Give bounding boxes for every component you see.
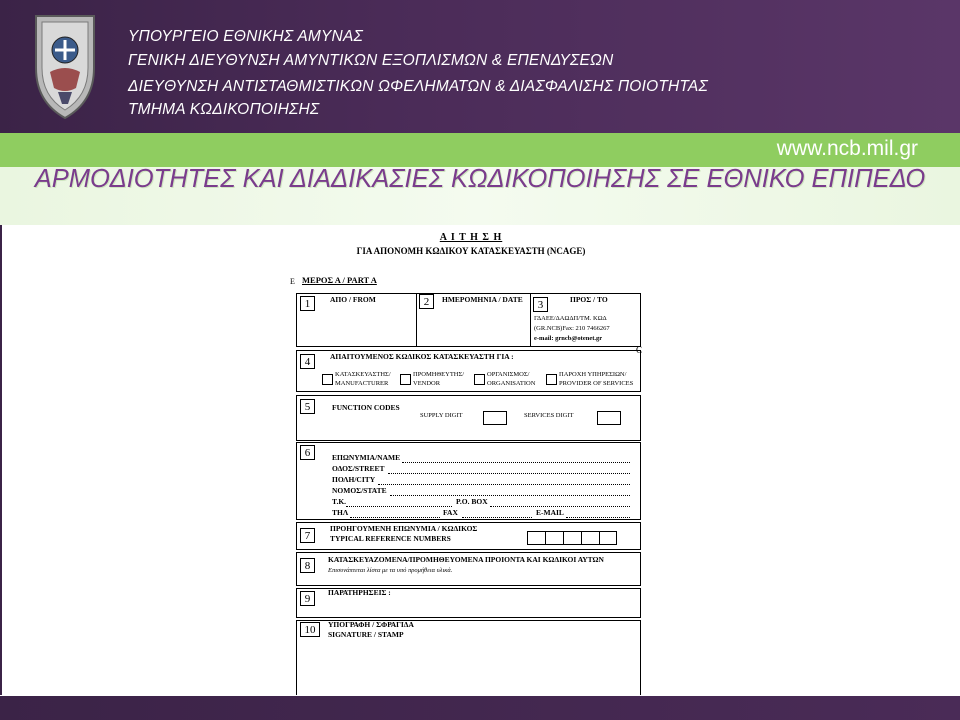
checkbox-manufacturer[interactable] bbox=[322, 374, 333, 385]
divider bbox=[563, 531, 564, 545]
corner-mark: E bbox=[290, 277, 295, 286]
section-9-number: 9 bbox=[300, 591, 315, 606]
pobox-label: P.O. BOX bbox=[456, 497, 488, 506]
opt-manufacturer-l1: ΚΑΤΑΣΚΕΥΑΣΤΗΣ/ bbox=[335, 371, 391, 378]
corner-mark: C bbox=[636, 345, 643, 355]
section-7-line1: ΠΡΟΗΓΟΥΜΕΝΗ ΕΠΩΝΥΜΙΑ / ΚΩΔΙΚΟΣ bbox=[330, 524, 478, 533]
section-7-line2: TYPICAL REFERENCE NUMBERS bbox=[330, 534, 451, 543]
slide-title: ΑΡΜΟΔΙΟΤΗΤΕΣ ΚΑΙ ΔΙΑΔΙΚΑΣΙΕΣ ΚΩΔΙΚΟΠΟΙΗΣΗΣ ΣΕ ΕΘΝΙΚΟ ΕΠΙΠΕΔΟ bbox=[34, 165, 926, 193]
section-6-number: 6 bbox=[300, 445, 315, 460]
street-field[interactable] bbox=[388, 473, 630, 474]
website-url[interactable]: www.ncb.mil.gr bbox=[776, 137, 918, 160]
pobox-field[interactable] bbox=[490, 506, 630, 507]
section-4-number: 4 bbox=[300, 354, 315, 369]
section-2-label: ΗΜΕΡΟΜΗΝΙΑ / DATE bbox=[442, 295, 523, 304]
section-10-number: 10 bbox=[300, 622, 320, 637]
checkbox-provider-of-services[interactable] bbox=[546, 374, 557, 385]
section-2-number: 2 bbox=[419, 294, 434, 309]
checkbox-organisation[interactable] bbox=[474, 374, 485, 385]
city-label: ΠΟΛΗ/CITY bbox=[332, 475, 376, 484]
header-line-department: ΤΜΗΜΑ ΚΩΔΙΚΟΠΟΙΗΣΗΣ bbox=[128, 101, 320, 118]
header-line-directorate: ΔΙΕΥΘΥΝΣΗ ΑΝΤΙΣΤΑΘΜΙΣΤΙΚΩΝ ΩΦΕΛΗΜΑΤΩΝ & ΔΙΑΣΦΑΛΙΣΗΣ ΠΟΙΟΤΗΤΑΣ bbox=[128, 78, 708, 95]
section-4-label: ΑΠΑΙΤΟΥΜΕΝΟΣ ΚΩΔΙΚΟΣ ΚΑΤΑΣΚΕΥΑΣΤΗ ΓΙΑ : bbox=[330, 352, 514, 361]
left-border-line bbox=[0, 225, 2, 695]
section-7-number: 7 bbox=[300, 528, 315, 543]
header-banner bbox=[0, 0, 960, 133]
header-line-directorate-general: ΓΕΝΙΚΗ ΔΙΕΥΘΥΝΣΗ ΑΜΥΝΤΙΚΩΝ ΕΞΟΠΛΙΣΜΩΝ & ΕΠΕΝΔΥΣΕΩΝ bbox=[128, 52, 614, 69]
section-3-line3: e-mail: grncb@otenet.gr bbox=[534, 335, 603, 342]
name-field[interactable] bbox=[402, 462, 630, 463]
divider bbox=[530, 293, 531, 347]
fax-label: FAX bbox=[443, 508, 458, 517]
section-3-number: 3 bbox=[533, 297, 548, 312]
form-subtitle: ΓΙΑ ΑΠΟΝΟΜΗ ΚΩΔΙΚΟΥ ΚΑΤΑΣΚΕΥΑΣΤΗ (NCAGE) bbox=[356, 246, 586, 256]
section-8-line1: ΚΑΤΑΣΚΕΥΑΖΟΜΕΝΑ/ΠΡΟΜΗΘΕΥΟΜΕΝΑ ΠΡΟΙΟΝΤΑ ΚΑΙ ΚΩΔΙΚΟΙ ΑΥΤΩΝ bbox=[328, 555, 604, 564]
postal-code-label: Τ.Κ. bbox=[332, 497, 347, 506]
section-5-number: 5 bbox=[300, 399, 315, 414]
section-9-label: ΠΑΡΑΤΗΡΗΣΕΙΣ : bbox=[328, 588, 391, 597]
form-part-label: ΜΕΡΟΣ Α / PART A bbox=[302, 275, 377, 285]
state-label: ΝΟΜΟΣ/STATE bbox=[332, 486, 387, 495]
section-3-line2: (GR.NCB)Fax: 210 7466267 bbox=[534, 325, 610, 332]
form-title: Α Ι Τ Η Σ Η bbox=[439, 232, 503, 243]
city-field[interactable] bbox=[378, 484, 630, 485]
postal-code-field[interactable] bbox=[346, 506, 452, 507]
section-3-label: ΠΡΟΣ / TO bbox=[570, 295, 608, 304]
footer-bar bbox=[0, 696, 960, 720]
state-field[interactable] bbox=[390, 495, 630, 496]
name-label: ΕΠΩΝΥΜΙΑ/NAME bbox=[332, 453, 401, 462]
section-1-number: 1 bbox=[300, 296, 315, 311]
section-3-line1: ΓΔΑΕΕ/ΔΑΩΔΠ/ΤΜ. ΚΩΔ bbox=[534, 315, 607, 322]
fax-field[interactable] bbox=[462, 517, 532, 518]
street-label: ΟΔΟΣ/STREET bbox=[332, 464, 385, 473]
opt-organisation-l2: ORGANISATION bbox=[487, 380, 536, 387]
header-line-ministry: ΥΠΟΥΡΓΕΙΟ ΕΘΝΙΚΗΣ ΑΜΥΝΑΣ bbox=[128, 28, 363, 45]
opt-provider-l1: ΠΑΡΟΧΗ ΥΠΗΡΕΣΙΩΝ/ bbox=[559, 371, 627, 378]
ncage-application-form bbox=[290, 225, 652, 695]
opt-organisation-l1: ΟΡΓΑΝΙΣΜΟΣ/ bbox=[487, 371, 530, 378]
services-digit-field[interactable] bbox=[597, 411, 621, 425]
section-1-label: ΑΠΟ / FROM bbox=[330, 295, 376, 304]
ministry-emblem-icon bbox=[32, 10, 98, 122]
section-10-line2: SIGNATURE / STAMP bbox=[328, 630, 404, 639]
divider bbox=[416, 293, 417, 347]
divider bbox=[545, 531, 546, 545]
section-8-number: 8 bbox=[300, 558, 315, 573]
section-8-line2: Επισυνάπτεται λίστα με τα υπό προμήθεια υλικά. bbox=[328, 567, 453, 574]
phone-label: ΤΗΛ bbox=[332, 508, 349, 517]
opt-provider-l2: PROVIDER OF SERVICES bbox=[559, 380, 634, 387]
opt-vendor-l2: VENDOR bbox=[413, 380, 441, 387]
phone-field[interactable] bbox=[350, 517, 440, 518]
section-5-label: FUNCTION CODES bbox=[332, 403, 400, 412]
services-digit-label: SERVICES DIGIT bbox=[524, 412, 574, 419]
email-label: E-MAIL bbox=[536, 508, 564, 517]
divider bbox=[599, 531, 600, 545]
opt-vendor-l1: ΠΡΟΜΗΘΕΥΤΗΣ/ bbox=[413, 371, 465, 378]
checkbox-vendor[interactable] bbox=[400, 374, 411, 385]
section-5 bbox=[296, 395, 641, 441]
reference-number-field[interactable] bbox=[527, 531, 617, 545]
email-field[interactable] bbox=[566, 517, 630, 518]
opt-manufacturer-l2: MANUFACTURER bbox=[335, 380, 389, 387]
supply-digit-label: SUPPLY DIGIT bbox=[420, 412, 463, 419]
section-10-line1: ΥΠΟΓΡΑΦΗ / ΣΦΡΑΓΙΔΑ bbox=[328, 620, 414, 629]
supply-digit-field[interactable] bbox=[483, 411, 507, 425]
divider bbox=[581, 531, 582, 545]
